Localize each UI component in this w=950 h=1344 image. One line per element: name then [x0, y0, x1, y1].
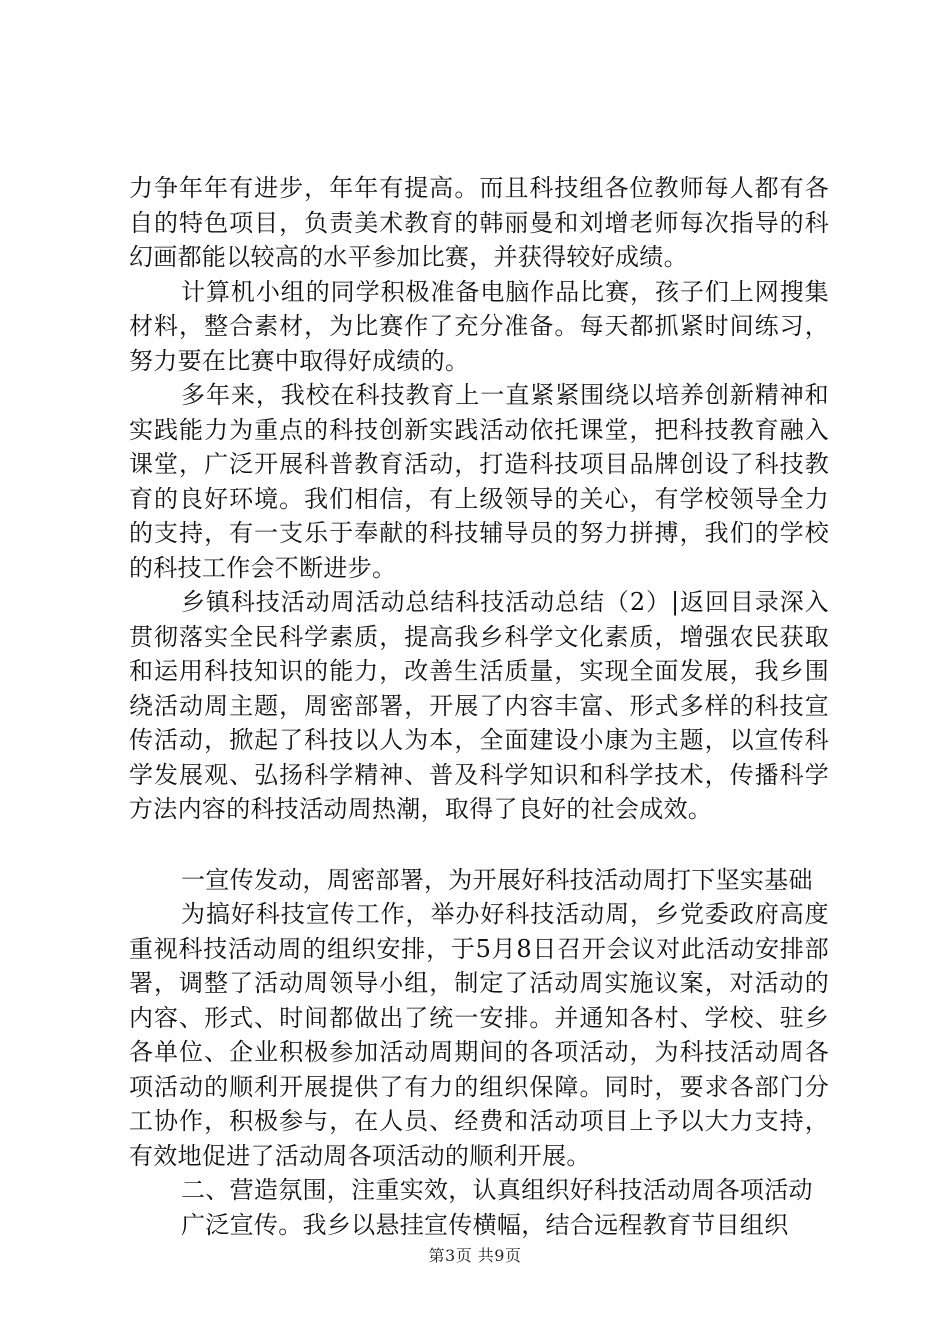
paragraph-publicity: 广泛宣传。我乡以悬挂宣传横幅，结合远程教育节目组织 — [181, 1210, 789, 1239]
paragraph-continuation: 力争年年有进步，年年有提高。而且科技组各位教师每人都有各自的特色项目，负责美术教育的韩丽曼和刘增老师每次指导的科幻画都能以较高的水平参加比赛，并获得较好成绩。 — [129, 174, 829, 271]
paragraph-township-intro: 乡镇科技活动周活动总结科技活动总结（2）|返回目录深入贯彻落实全民科学素质，提高我乡科学文化素质，增强农民获取和运用科技知识的能力，改善生活质量，实现全面发展，我乡围绕活动周主题，周密部署，开展了内容丰富、形式多样的科技宣传活动，掀起了科技以人为本，全面建设小康为主题，以宣传科学发展观、弘扬科学精神、普及科学知识和科学技术，传播科学方法内容的科技活动周热潮，取得了良好的社会成效。 — [129, 588, 829, 823]
paragraph-school-summary: 多年来，我校在科技教育上一直紧紧围绕以培养创新精神和实践能力为重点的科技创新实践活动依托课堂，把科技教育融入课堂，广泛开展科普教育活动，打造科技项目品牌创设了科技教育的良好环境。我们相信，有上级领导的关心，有学校领导全力的支持，有一支乐于奉献的科技辅导员的努力拼搏，我们的学校的科技工作会不断进步。 — [129, 381, 829, 582]
paragraph-organization: 为搞好科技宣传工作，举办好科技活动周，乡党委政府高度重视科技活动周的组织安排，于5月8日召开会议对此活动安排部署，调整了活动周领导小组，制定了活动周实施议案，对活动的内容、形式、时间都做出了统一安排。并通知各村、学校、驻乡各单位、企业积极参加活动周期间的各项活动，为科技活动周各项活动的顺利开展提供了有力的组织保障。同时，要求各部门分工协作，积极参与，在人员、经费和活动项目上予以大力支持，有效地促进了活动周各项活动的顺利开展。 — [129, 900, 829, 1170]
document-body — [129, 171, 829, 1242]
section-heading-1: 一宣传发动，周密部署，为开展好科技活动周打下坚实基础 — [181, 865, 813, 894]
section-heading-2: 二、营造氛围，注重实效，认真组织好科技活动周各项活动 — [181, 1176, 813, 1204]
page-number-footer: 第3页 共9页 — [428, 1246, 522, 1265]
paragraph-computer-group: 计算机小组的同学积极准备电脑作品比赛，孩子们上网搜集材料，整合素材，为比赛作了充分准备。每天都抓紧时间练习，努力要在比赛中取得好成绩的。 — [129, 277, 829, 375]
paragraph-gap — [129, 827, 829, 863]
